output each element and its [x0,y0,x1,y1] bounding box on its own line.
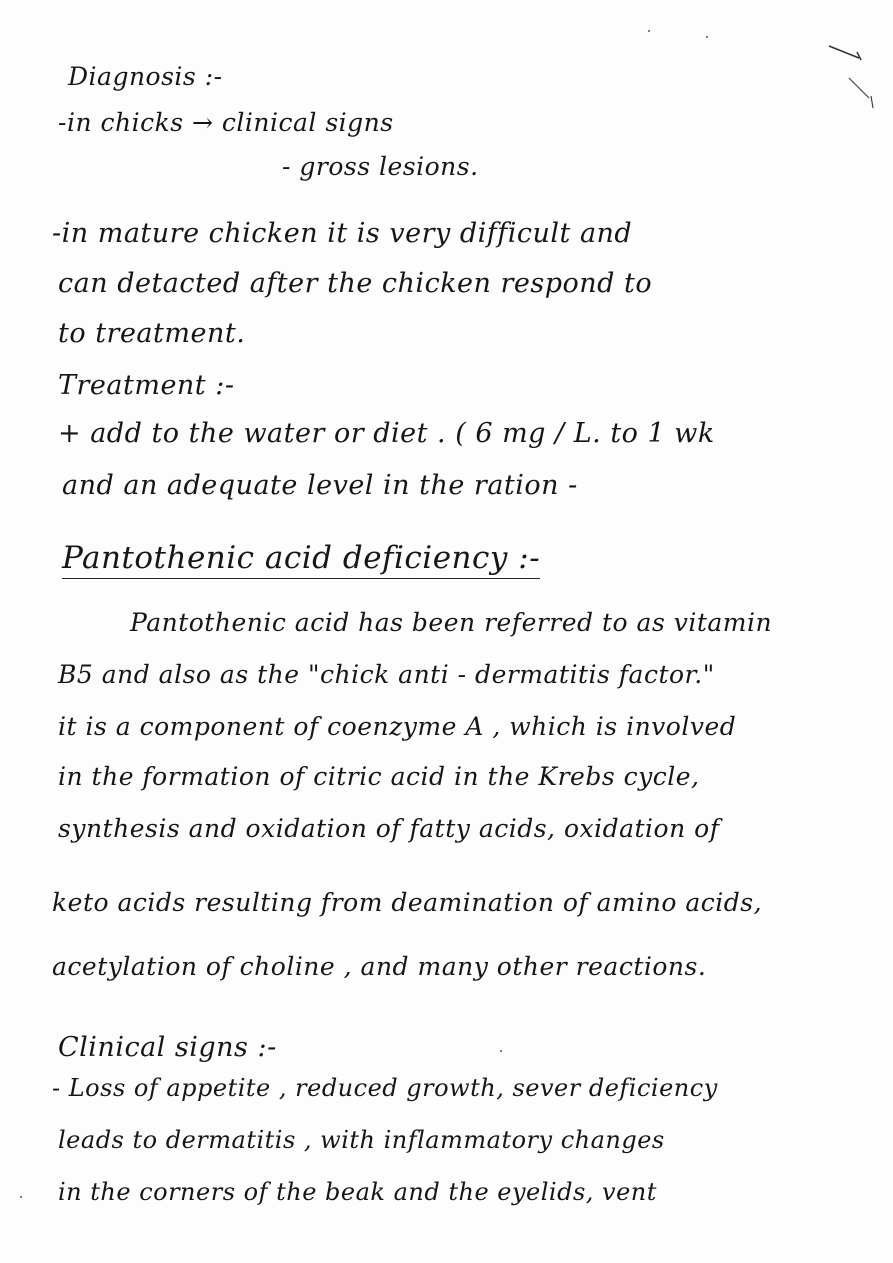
pantothenic-line-3: it is a component of coenzyme A , which is involved [58,712,737,741]
diagnosis-mature-line-1: -in mature chicken it is very difficult and [52,218,633,249]
diagnosis-mature-line-3: to treatment. [58,318,246,349]
pantothenic-line-2: B5 and also as the "chick anti - dermatitis factor." [58,660,715,689]
scan-speck [500,1050,502,1052]
treatment-heading: Treatment :- [58,370,235,401]
pantothenic-line-5: synthesis and oxidation of fatty acids, oxidation of [58,814,720,843]
diagnosis-mature-line-2: can detacted after the chicken respond to [58,268,653,299]
diagnosis-lesions-line: - gross lesions. [282,152,479,181]
clinical-signs-line-3: in the corners of the beak and the eyelids, vent [58,1178,657,1206]
pantothenic-line-7: acetylation of choline , and many other reactions. [52,952,707,981]
scan-speck [648,30,650,32]
page-corner-scan-mark [819,38,879,118]
scan-speck [706,36,708,38]
pantothenic-heading: Pantothenic acid deficiency :- [62,540,540,579]
scan-speck [20,1196,22,1198]
diagnosis-chicks-line: -in chicks → clinical signs [58,108,394,137]
clinical-signs-heading: Clinical signs :- [58,1032,277,1063]
treatment-line-1: + add to the water or diet . ( 6 mg / L. to 1 wk [58,418,715,449]
clinical-signs-line-1: - Loss of appetite , reduced growth, sever deficiency [52,1074,718,1102]
pantothenic-line-6: keto acids resulting from deamination of amino acids, [52,888,763,917]
diagnosis-heading: Diagnosis :- [68,62,223,91]
pantothenic-line-1: Pantothenic acid has been referred to as vitamin [130,608,773,637]
pantothenic-line-4: in the formation of citric acid in the Krebs cycle, [58,762,700,791]
treatment-line-2: and an adequate level in the ration - [62,470,578,501]
clinical-signs-line-2: leads to dermatitis , with inflammatory changes [58,1126,665,1154]
